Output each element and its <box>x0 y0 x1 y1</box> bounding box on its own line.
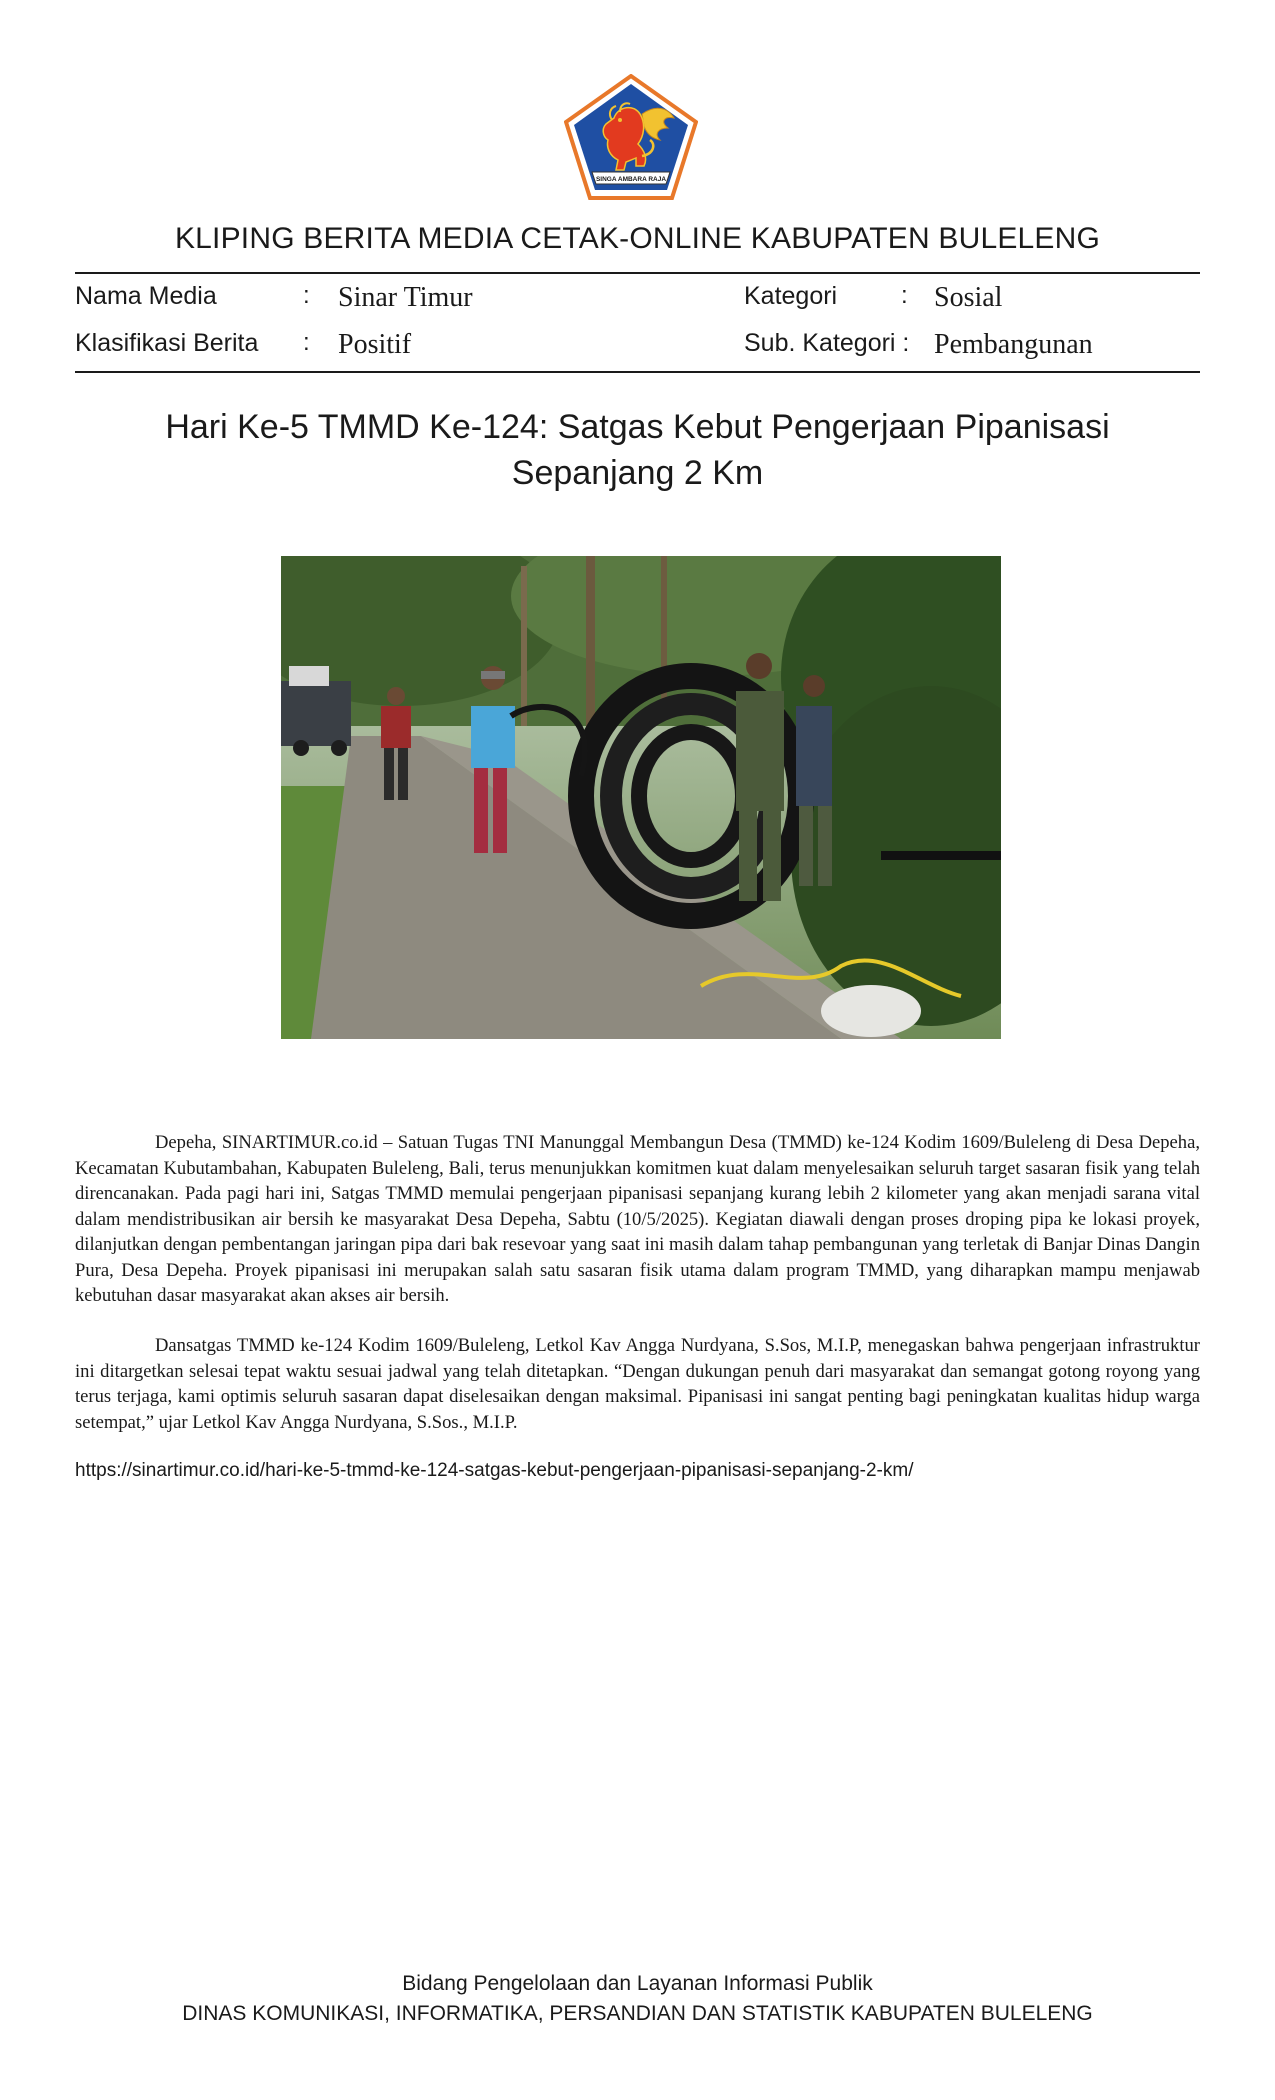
kategori-value: Sosial <box>934 282 1003 313</box>
header-divider-bottom <box>75 371 1200 373</box>
sub-kategori-value: Pembangunan <box>934 329 1093 360</box>
nama-media-value: Sinar Timur <box>338 282 473 313</box>
article-headline <box>120 404 1155 496</box>
logo-motto: SINGA AMBARA RAJA <box>595 176 667 183</box>
footer-agency: DINAS KOMUNIKASI, INFORMATIKA, PERSANDIAN DAN STATISTIK KABUPATEN BULELENG <box>182 2002 1093 2025</box>
source-url-link[interactable]: https://sinartimur.co.id/hari-ke-5-tmmd-ke-124-satgas-kebut-pengerjaan-pipanisasi-sepanjang-2-km/ <box>75 1460 914 1481</box>
header-divider-top <box>75 272 1200 274</box>
article-photo <box>281 556 1001 1039</box>
headline-line-1: Hari Ke-5 TMMD Ke-124: Satgas Kebut Pengerjaan Pipanisasi <box>165 408 1110 446</box>
headline-line-2: Sepanjang 2 Km <box>511 454 764 492</box>
klasifikasi-berita-value: Positif <box>338 329 412 360</box>
article-paragraph-2 <box>75 1333 1200 1435</box>
kategori-label: Kategori <box>744 282 838 310</box>
klasifikasi-berita-separator: : <box>303 329 310 356</box>
paragraph-1-text: Depeha, SINARTIMUR.co.id – Satuan Tugas TNI Manunggal Membangun Desa (TMMD) ke-124 Kodim 1609/Buleleng di Desa Depeha, Kecamatan Kubutambahan, Kabupaten Buleleng, Bali, terus menunjukkan komitmen kuat dalam menyelesaikan seluruh target sasaran fisik yang telah direncanakan. Pada pagi hari ini, Satgas TMMD memulai pengerjaan pipanisasi sepanjang kurang lebih 2 kilometer yang akan menjadi sarana vital dalam mendistribusikan air bersih ke masyarakat Desa Depeha, Sabtu (10/5/2025). Kegiatan diawali dengan proses droping pipa ke lokasi proyek, dilanjutkan dengan pembentangan jaringan pipa dari bak resevoar yang saat ini masih dalam tahap pembangunan yang terletak di Banjar Dinas Dangin Pura, Desa Depeha. Proyek pipanisasi ini merupakan salah satu sasaran fisik utama dalam program TMMD, yang diharapkan mampu menjawab kebutuhan dasar masyarakat akan akses air bersih. <box>75 1132 1200 1306</box>
nama-media-label: Nama Media <box>75 282 217 310</box>
paragraph-2-text: Dansatgas TMMD ke-124 Kodim 1609/Buleleng, Letkol Kav Angga Nurdyana, S.Sos, M.I.P, menegaskan bahwa pengerjaan infrastruktur ini ditargetkan selesai tepat waktu sesuai jadwal yang telah ditetapkan. “Dengan dukungan penuh dari masyarakat dan semangat gotong royong yang terus terjaga, kami optimis seluruh sasaran dapat diselesaikan dengan maksimal. Pipanisasi ini sangat penting bagi peningkatan kualitas hidup warga setempat,” ujar Letkol Kav Angga Nurdyana, S.Sos., M.I.P. <box>75 1335 1200 1433</box>
kabupaten-buleleng-logo <box>564 74 698 200</box>
sub-kategori-label: Sub. Kategori : <box>744 329 910 357</box>
nama-media-separator: : <box>303 282 310 309</box>
kategori-separator: : <box>901 282 908 309</box>
kliping-title: KLIPING BERITA MEDIA CETAK-ONLINE KABUPATEN BULELENG <box>174 222 1101 255</box>
footer-department: Bidang Pengelolaan dan Layanan Informasi Publik <box>402 1972 873 1995</box>
article-paragraph-1 <box>75 1130 1200 1309</box>
klasifikasi-berita-label: Klasifikasi Berita <box>75 329 259 357</box>
